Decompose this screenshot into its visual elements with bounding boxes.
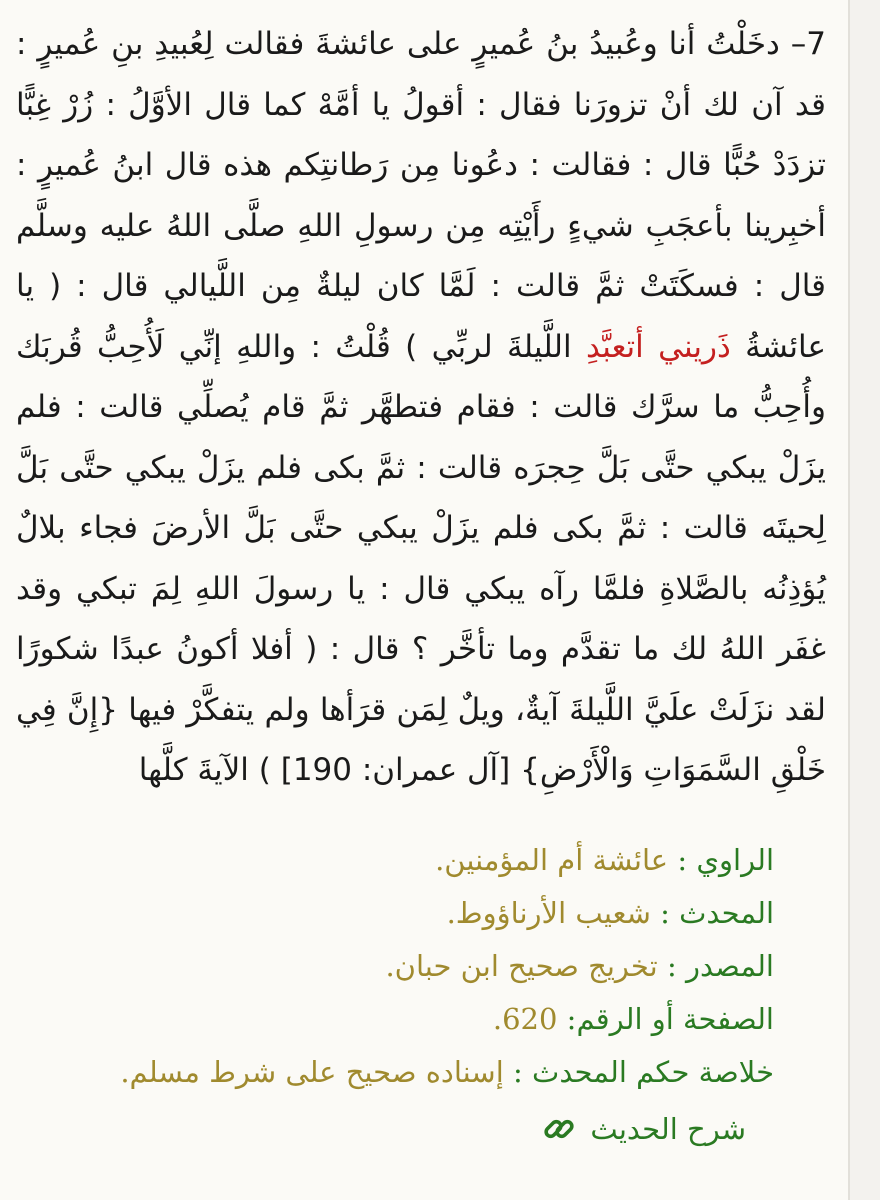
ruling-value: إسناده صحيح على شرط مسلم. (120, 1055, 504, 1089)
ruling-separator: : (503, 1055, 533, 1089)
muhaddith-row (74, 887, 774, 940)
muhaddith-separator: : (650, 896, 680, 930)
hadith-text-part-1: دخَلْتُ أنا وعُبيدُ بنُ عُميرٍ على عائشةَ فقالت لِعُبيدِ بنِ عُميرٍ : قد آن لك أنْ تزورَنا فقال : أقولُ يا أمَّهْ كما قال الأوَّلُ : زُرْ غِبًّا تزدَدْ حُبًّا قال : فقالت : دعُونا مِن رَطانتِكم هذه قال ابنُ عُميرٍ : أخبِرينا بأعجَبِ شيءٍ رأَيْتِه مِن رسولِ اللهِ صلَّى اللهُ عليه وسلَّم قال : فسكَتَتْ ثمَّ قالت : لَمَّا كان ليلةٌ مِن اللَّيالي قال : ( يا عائشةُ (16, 26, 826, 365)
page-number-row (74, 993, 774, 1046)
source-label: المصدر (685, 949, 774, 983)
link-icon (542, 1112, 576, 1146)
hadith-text-part-2: اللَّيلةَ لربِّي ) قُلْتُ : واللهِ إنِّي لَأُحِبُّ قُربَك وأُحِبُّ ما سرَّك قالت : فقام فتطهَّر ثمَّ قام يُصلِّي قالت : فلم يزَلْ يبكي حتَّى بَلَّ حِجرَه قالت : ثمَّ بكى فلم يزَلْ يبكي حتَّى بَلَّ لِحيتَه قالت : ثمَّ بكى فلم يزَلْ يبكي حتَّى بَلَّ الأرضَ فجاء بلالٌ يُؤذِنُه بالصَّلاةِ فلمَّا رآه يبكي قال : يا رسولَ اللهِ لِمَ تبكي وقد غفَر اللهُ لك ما تقدَّم وما تأخَّر ؟ قال : ( أفلا أكونُ عبدًا شكورًا لقد نزَلَتْ علَيَّ اللَّيلةَ آيةٌ، ويلٌ لِمَن قرَأها ولم يتفكَّرْ فيها {إِنَّ فِي خَلْقِ السَّمَوَاتِ وَالْأَرْضِ} [آل عمران: 190] ) الآيةَ كلَّها (16, 328, 826, 788)
hadith-number: 7 (806, 26, 826, 62)
hadith-dash: – (779, 26, 807, 62)
hadith-metadata (74, 834, 774, 1099)
muhaddith-value[interactable]: شعيب الأرناؤوط. (446, 896, 651, 930)
hadith-text (16, 14, 826, 801)
narrator-row (74, 834, 774, 887)
source-row (74, 940, 774, 993)
page-gutter (850, 0, 880, 1200)
narrator-value[interactable]: عائشة أم المؤمنين. (435, 843, 669, 877)
hadith-highlighted-phrase: ذَريني أتعبَّدِ (585, 328, 731, 365)
source-value[interactable]: تخريج صحيح ابن حبان. (385, 949, 658, 983)
narrator-separator: : (668, 843, 697, 877)
page-number-value: 620. (492, 1002, 558, 1036)
narrator-label: الراوي (696, 843, 774, 877)
hadith-explanation-link[interactable] (542, 1112, 746, 1146)
page-number-separator: : (557, 1002, 577, 1036)
hadith-explanation-label: شرح الحديث (590, 1112, 746, 1146)
muhaddith-label: المحدث (679, 896, 774, 930)
ruling-label: خلاصة حكم المحدث (532, 1055, 774, 1089)
ruling-row (74, 1046, 774, 1099)
page-number-label: الصفحة أو الرقم (576, 1002, 774, 1036)
source-separator: : (657, 949, 686, 983)
